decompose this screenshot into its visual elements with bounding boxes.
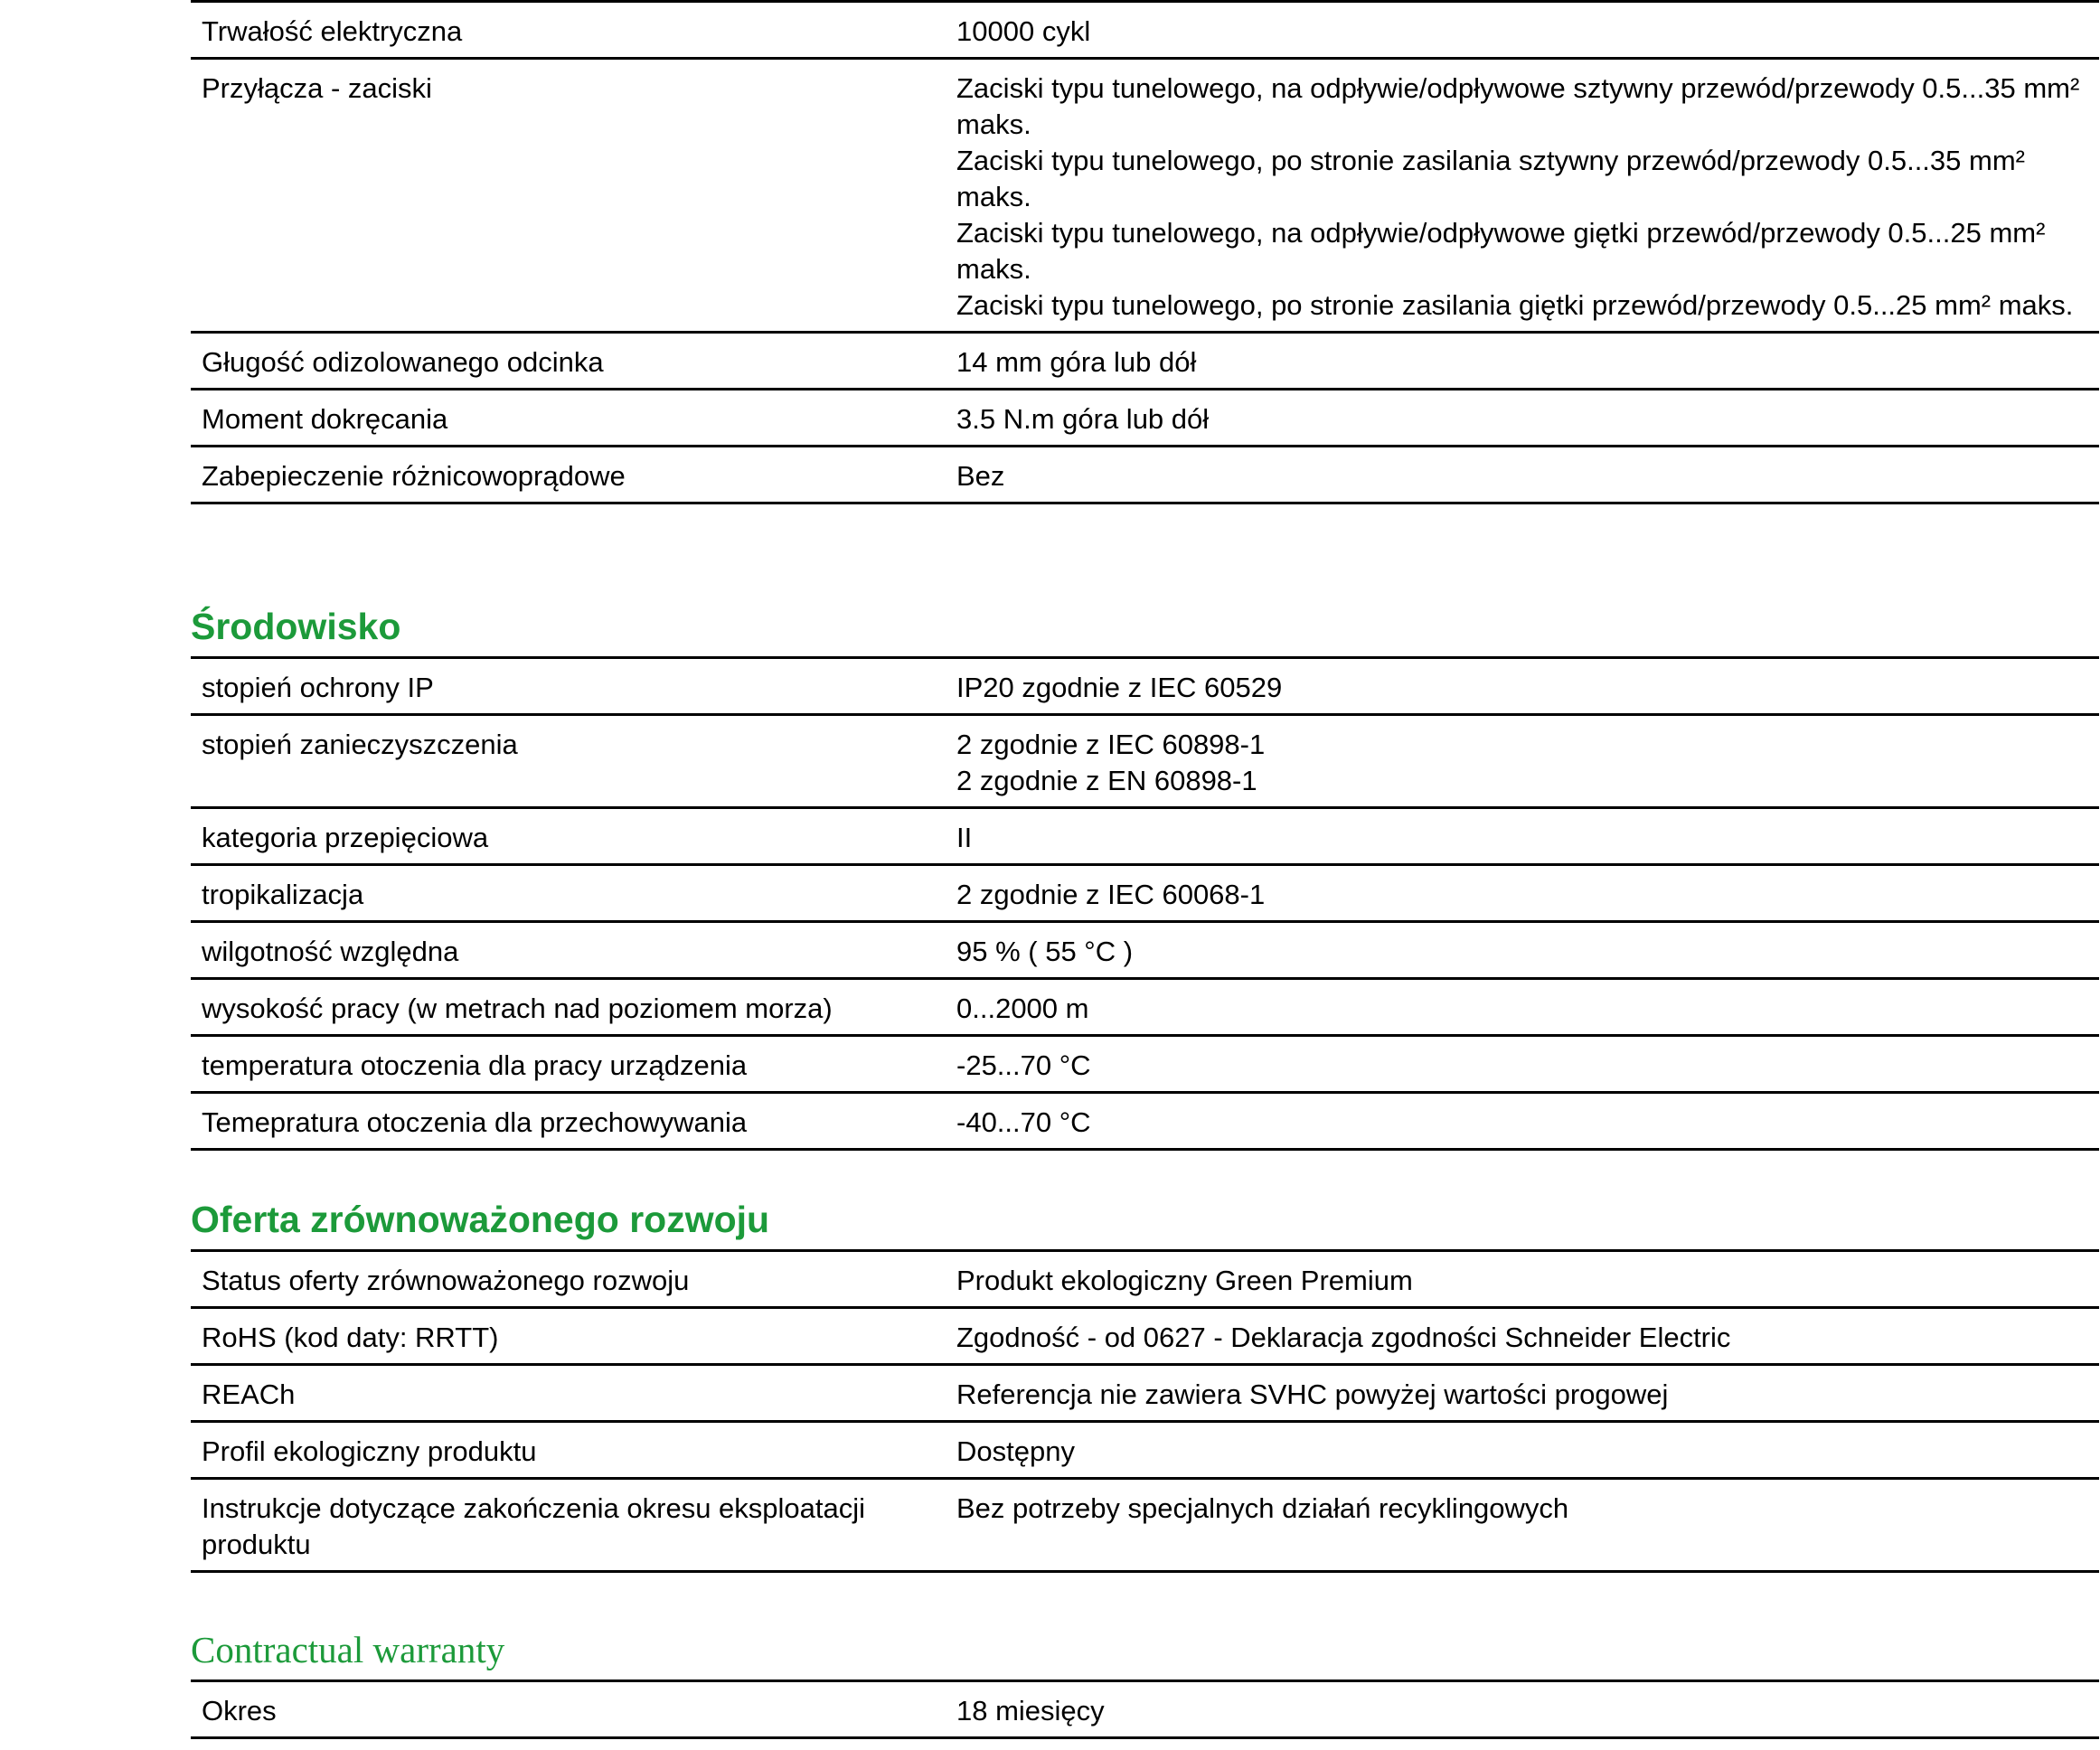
row-value: 2 zgodnie z IEC 60068-1: [946, 865, 2099, 922]
row-label: wilgotność względna: [191, 922, 946, 979]
row-value: -25...70 °C: [946, 1036, 2099, 1093]
table-row: [191, 333, 2099, 390]
row-value: -40...70 °C: [946, 1093, 2099, 1150]
table-row: [191, 1093, 2099, 1150]
row-value: 18 miesięcy: [946, 1681, 2099, 1738]
section-environment: [191, 604, 2099, 1151]
row-label: Gługość odizolowanego odcinka: [191, 333, 946, 390]
row-value: Referencja nie zawiera SVHC powyżej wartości progowej: [946, 1365, 2099, 1422]
table-row: [191, 715, 2099, 808]
section-sustainability: [191, 1197, 2099, 1573]
section-title: Środowisko: [191, 606, 401, 647]
row-label: wysokość pracy (w metrach nad poziomem morza): [191, 979, 946, 1036]
row-value: II: [946, 808, 2099, 865]
row-label: Trwałość elektryczna: [191, 2, 946, 59]
table-row: [191, 59, 2099, 333]
table-row: [191, 1479, 2099, 1572]
row-label: stopień zanieczyszczenia: [191, 715, 946, 808]
spec-table-warranty: [191, 1679, 2099, 1739]
table-row: [191, 1251, 2099, 1308]
section-title: Contractual warranty: [191, 1629, 505, 1670]
row-label: Okres: [191, 1681, 946, 1738]
row-value: 14 mm góra lub dół: [946, 333, 2099, 390]
table-row: [191, 979, 2099, 1036]
row-label: Profil ekologiczny produktu: [191, 1422, 946, 1479]
table-row: [191, 1422, 2099, 1479]
spec-table-sustainability: [191, 1249, 2099, 1573]
row-value: Zgodność - od 0627 - Deklaracja zgodności Schneider Electric: [946, 1308, 2099, 1365]
table-row: [191, 1036, 2099, 1093]
row-label: Przyłącza - zaciski: [191, 59, 946, 333]
row-label: Zabepieczenie różnicowoprądowe: [191, 447, 946, 503]
table-row: [191, 808, 2099, 865]
table-row: [191, 1308, 2099, 1365]
row-value: 3.5 N.m góra lub dół: [946, 390, 2099, 447]
table-row: [191, 658, 2099, 715]
table-row: [191, 922, 2099, 979]
row-value: Produkt ekologiczny Green Premium: [946, 1251, 2099, 1308]
row-value: Bez potrzeby specjalnych działań recyklingowych: [946, 1479, 2099, 1572]
row-label: stopień ochrony IP: [191, 658, 946, 715]
row-value: 2 zgodnie z IEC 60898-1 2 zgodnie z EN 60898-1: [946, 715, 2099, 808]
row-label: Instrukcje dotyczące zakończenia okresu eksploatacji produktu: [191, 1479, 946, 1572]
row-label: Temepratura otoczenia dla przechowywania: [191, 1093, 946, 1150]
table-row: [191, 2, 2099, 59]
table-row: [191, 447, 2099, 503]
section-electrical: [191, 0, 2099, 504]
row-label: Moment dokręcania: [191, 390, 946, 447]
row-label: REACh: [191, 1365, 946, 1422]
row-label: kategoria przepięciowa: [191, 808, 946, 865]
row-value: Bez: [946, 447, 2099, 503]
row-value: 10000 cykl: [946, 2, 2099, 59]
row-value: Dostępny: [946, 1422, 2099, 1479]
row-label: RoHS (kod daty: RRTT): [191, 1308, 946, 1365]
section-title: Oferta zrównoważonego rozwoju: [191, 1199, 770, 1240]
row-value: IP20 zgodnie z IEC 60529: [946, 658, 2099, 715]
row-label: temperatura otoczenia dla pracy urządzenia: [191, 1036, 946, 1093]
row-value: 95 % ( 55 °C ): [946, 922, 2099, 979]
table-row: [191, 1365, 2099, 1422]
row-value: 0...2000 m: [946, 979, 2099, 1036]
table-row: [191, 1681, 2099, 1738]
spec-table-environment: [191, 656, 2099, 1151]
row-label: Status oferty zrównoważonego rozwoju: [191, 1251, 946, 1308]
spec-table-electrical: [191, 0, 2099, 504]
table-row: [191, 865, 2099, 922]
row-label: tropikalizacja: [191, 865, 946, 922]
row-value: Zaciski typu tunelowego, na odpływie/odpływowe sztywny przewód/przewody 0.5...35 mm² maks. Zaciski typu tunelowego, po stronie zasilania sztywny przewód/przewody 0.5...35 mm² maks. Zaciski typu tunelowego, na odpływie/odpływowe giętki przewód/przewody 0.5...25 mm² maks. Zaciski typu tunelowego, po stronie zasilania giętki przewód/przewody 0.5...25 mm² maks.: [946, 59, 2099, 333]
table-row: [191, 390, 2099, 447]
section-warranty: [191, 1627, 2099, 1739]
